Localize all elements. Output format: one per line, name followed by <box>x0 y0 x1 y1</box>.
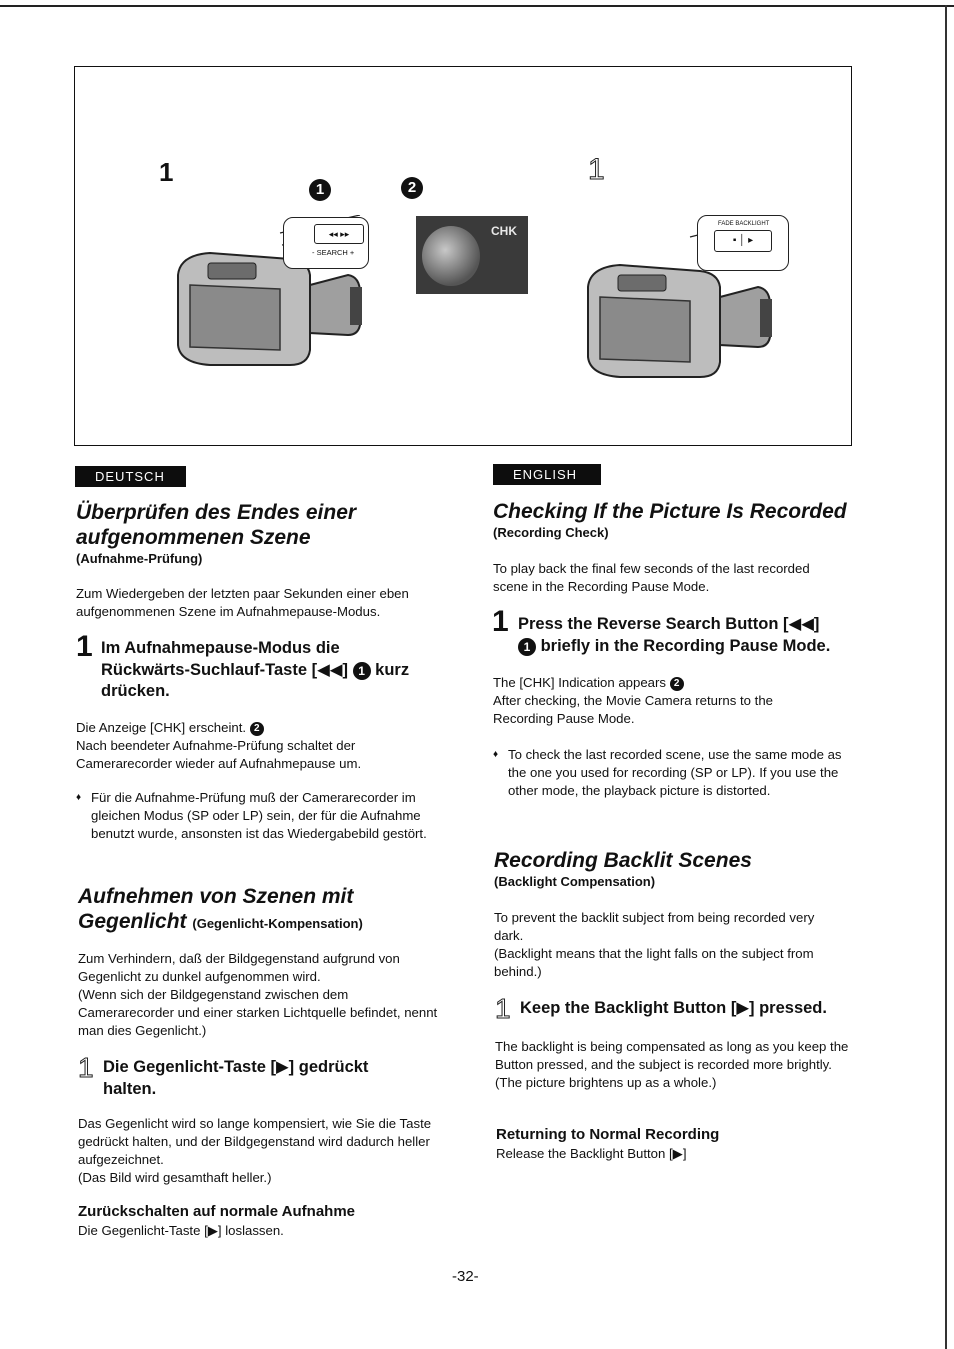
en-step2-number: 1 <box>495 993 511 1024</box>
en-title2: Recording Backlit Scenes <box>494 849 752 872</box>
figure-marker-2: 2 <box>401 177 423 199</box>
de-title2-line2: Gegenlicht <box>78 910 187 933</box>
de-intro2-b: (Wenn sich der Bildgegenstand zwischen dem Camerarecorder und einer starken Lichtquelle befindet, nennt man dies Gegenlicht.) <box>78 987 438 1038</box>
lang-bar-deutsch: DEUTSCH <box>75 466 186 487</box>
de-title <box>76 500 356 550</box>
en-return-heading: Returning to Normal Recording <box>496 1126 720 1143</box>
en-subtitle: (Recording Check) <box>493 525 609 540</box>
right-rule <box>945 5 947 1349</box>
en-note <box>493 746 853 800</box>
de-step1-line1: Im Aufnahmepause-Modus die <box>101 639 340 657</box>
de-subtitle: (Aufnahme-Prüfung) <box>76 551 203 566</box>
de-step2-text-b: (Das Bild wird gesamthaft heller.) <box>78 1170 272 1185</box>
en-title: Checking If the Picture Is Recorded <box>493 500 847 523</box>
de-return-text: Die Gegenlicht-Taste [▶] loslassen. <box>78 1223 284 1238</box>
en-step1-instruction <box>518 614 863 636</box>
en-step2-text <box>495 1038 855 1092</box>
en-step1-text-marker: 2 <box>670 677 684 691</box>
de-step1-text-a: Die Anzeige [CHK] erscheint. <box>76 720 247 735</box>
de-intro2-a: Zum Verhindern, daß der Bildgegenstand aufgrund von Gegenlicht zu dunkel aufgenommen wird. <box>78 951 400 984</box>
search-button-callout <box>283 217 369 269</box>
de-step1-marker: 1 <box>353 662 371 680</box>
illustration-frame <box>74 66 852 446</box>
de-step2-number: 1 <box>78 1052 94 1083</box>
de-step1-line2b: kurz <box>375 660 410 679</box>
de-title2-sub: (Gegenlicht-Kompensation) <box>192 916 363 931</box>
de-step1-text <box>76 719 436 773</box>
en-step1-text <box>493 674 833 728</box>
en-step1-line2: briefly in the Recording Pause Mode. <box>540 637 831 655</box>
en-intro: To play back the final few seconds of the last recorded scene in the Recording Pause Mode. <box>493 561 810 594</box>
en-step2-instruction: Keep the Backlight Button [▶] pressed. <box>520 999 827 1017</box>
de-step2-text <box>78 1115 438 1187</box>
en-step1-number: 1 <box>492 605 509 638</box>
de-title2-line1: Aufnehmen von Szenen mit <box>78 885 354 908</box>
lang-bar-english: ENGLISH <box>493 464 601 485</box>
en-step2-text-a: The backlight is being compensated as long as you keep the Button pressed, and the subject is recorded more brightly. <box>495 1039 849 1072</box>
de-note <box>76 789 436 843</box>
en-return-text: Release the Backlight Button [▶] <box>496 1146 687 1161</box>
en-step1-text-a: The [CHK] Indication appears <box>493 675 666 690</box>
lion-image <box>422 226 480 286</box>
en-step1-instruction-2 <box>518 636 863 658</box>
en-step1-line1: Press the Reverse Search Button [◀◀] <box>518 615 820 633</box>
de-step2-text-a: Das Gegenlicht wird so lange kompensiert, wie Sie die Taste gedrückt halten, und der Bildgegenstand wird dadurch heller aufgezeichnet. <box>78 1116 432 1167</box>
en-subtitle2: (Backlight Compensation) <box>494 874 656 889</box>
en-step2-text-b: (The picture brightens up as a whole.) <box>495 1075 717 1090</box>
de-step1-text-marker: 2 <box>250 722 264 736</box>
de-step1-instruction <box>101 638 446 703</box>
de-step2-line1: Die Gegenlicht-Taste [▶] gedrückt <box>103 1058 369 1076</box>
figure-step-label-left: 1 <box>159 157 174 187</box>
de-step2-instruction <box>103 1057 443 1100</box>
page-number: -32- <box>452 1268 479 1285</box>
en-step1-marker: 1 <box>518 638 536 656</box>
de-step1-line2: Rückwärts-Suchlauf-Taste [◀◀] <box>101 660 348 679</box>
backlight-button-callout <box>697 215 789 271</box>
de-title2 <box>78 884 448 936</box>
en-intro2-a: To prevent the backlit subject from being recorded very dark. <box>494 910 815 943</box>
backlight-button-icon: ▪ │ ▸ <box>714 230 772 252</box>
figure-step-label-right: 1 <box>588 153 605 186</box>
en-intro2-b: (Backlight means that the light falls on the subject from behind.) <box>494 946 814 979</box>
de-intro: Zum Wiedergeben der letzten paar Sekunden einer eben aufgenommenen Szene im Aufnahmepause-Modus. <box>76 586 409 619</box>
de-return-heading: Zurückschalten auf normale Aufnahme <box>78 1203 356 1220</box>
de-step1-number: 1 <box>76 630 93 663</box>
figure-marker-1: 1 <box>309 179 331 201</box>
bullet-icon: ♦ <box>76 792 82 803</box>
top-rule <box>0 5 954 7</box>
rewind-button-icon: ◂◂ ▸▸ <box>314 224 364 244</box>
search-label: - SEARCH + <box>312 248 355 257</box>
de-title-line1: Überprüfen des Endes einer <box>76 501 357 524</box>
fade-backlight-label: FADE BACKLIGHT <box>718 221 770 227</box>
viewfinder-screen <box>416 216 528 294</box>
en-note-text: To check the last recorded scene, use the same mode as the one you used for recording (SP or LP). If you use the other mode, the playback picture is distorted. <box>508 747 842 798</box>
chk-indicator: CHK <box>491 224 517 238</box>
de-note-text: Für die Aufnahme-Prüfung muß der Camerarecorder im gleichen Modus (SP oder LP) sein, der für die Aufnahme benutzt wurde, ansonsten ist das Wiedergabebild gestört. <box>91 790 427 841</box>
de-step1-text-b: Nach beendeter Aufnahme-Prüfung schaltet der Camerarecorder wieder auf Aufnahmepause um. <box>76 738 362 771</box>
en-step1-text-b: After checking, the Movie Camera returns to the Recording Pause Mode. <box>493 693 773 726</box>
de-step1-line3: drücken. <box>101 682 170 700</box>
de-step2-line2: halten. <box>103 1079 157 1098</box>
de-intro2 <box>78 950 438 1040</box>
de-title-line2: aufgenommenen Szene <box>76 526 311 549</box>
bullet-icon: ♦ <box>493 749 499 760</box>
en-intro2 <box>494 909 844 981</box>
